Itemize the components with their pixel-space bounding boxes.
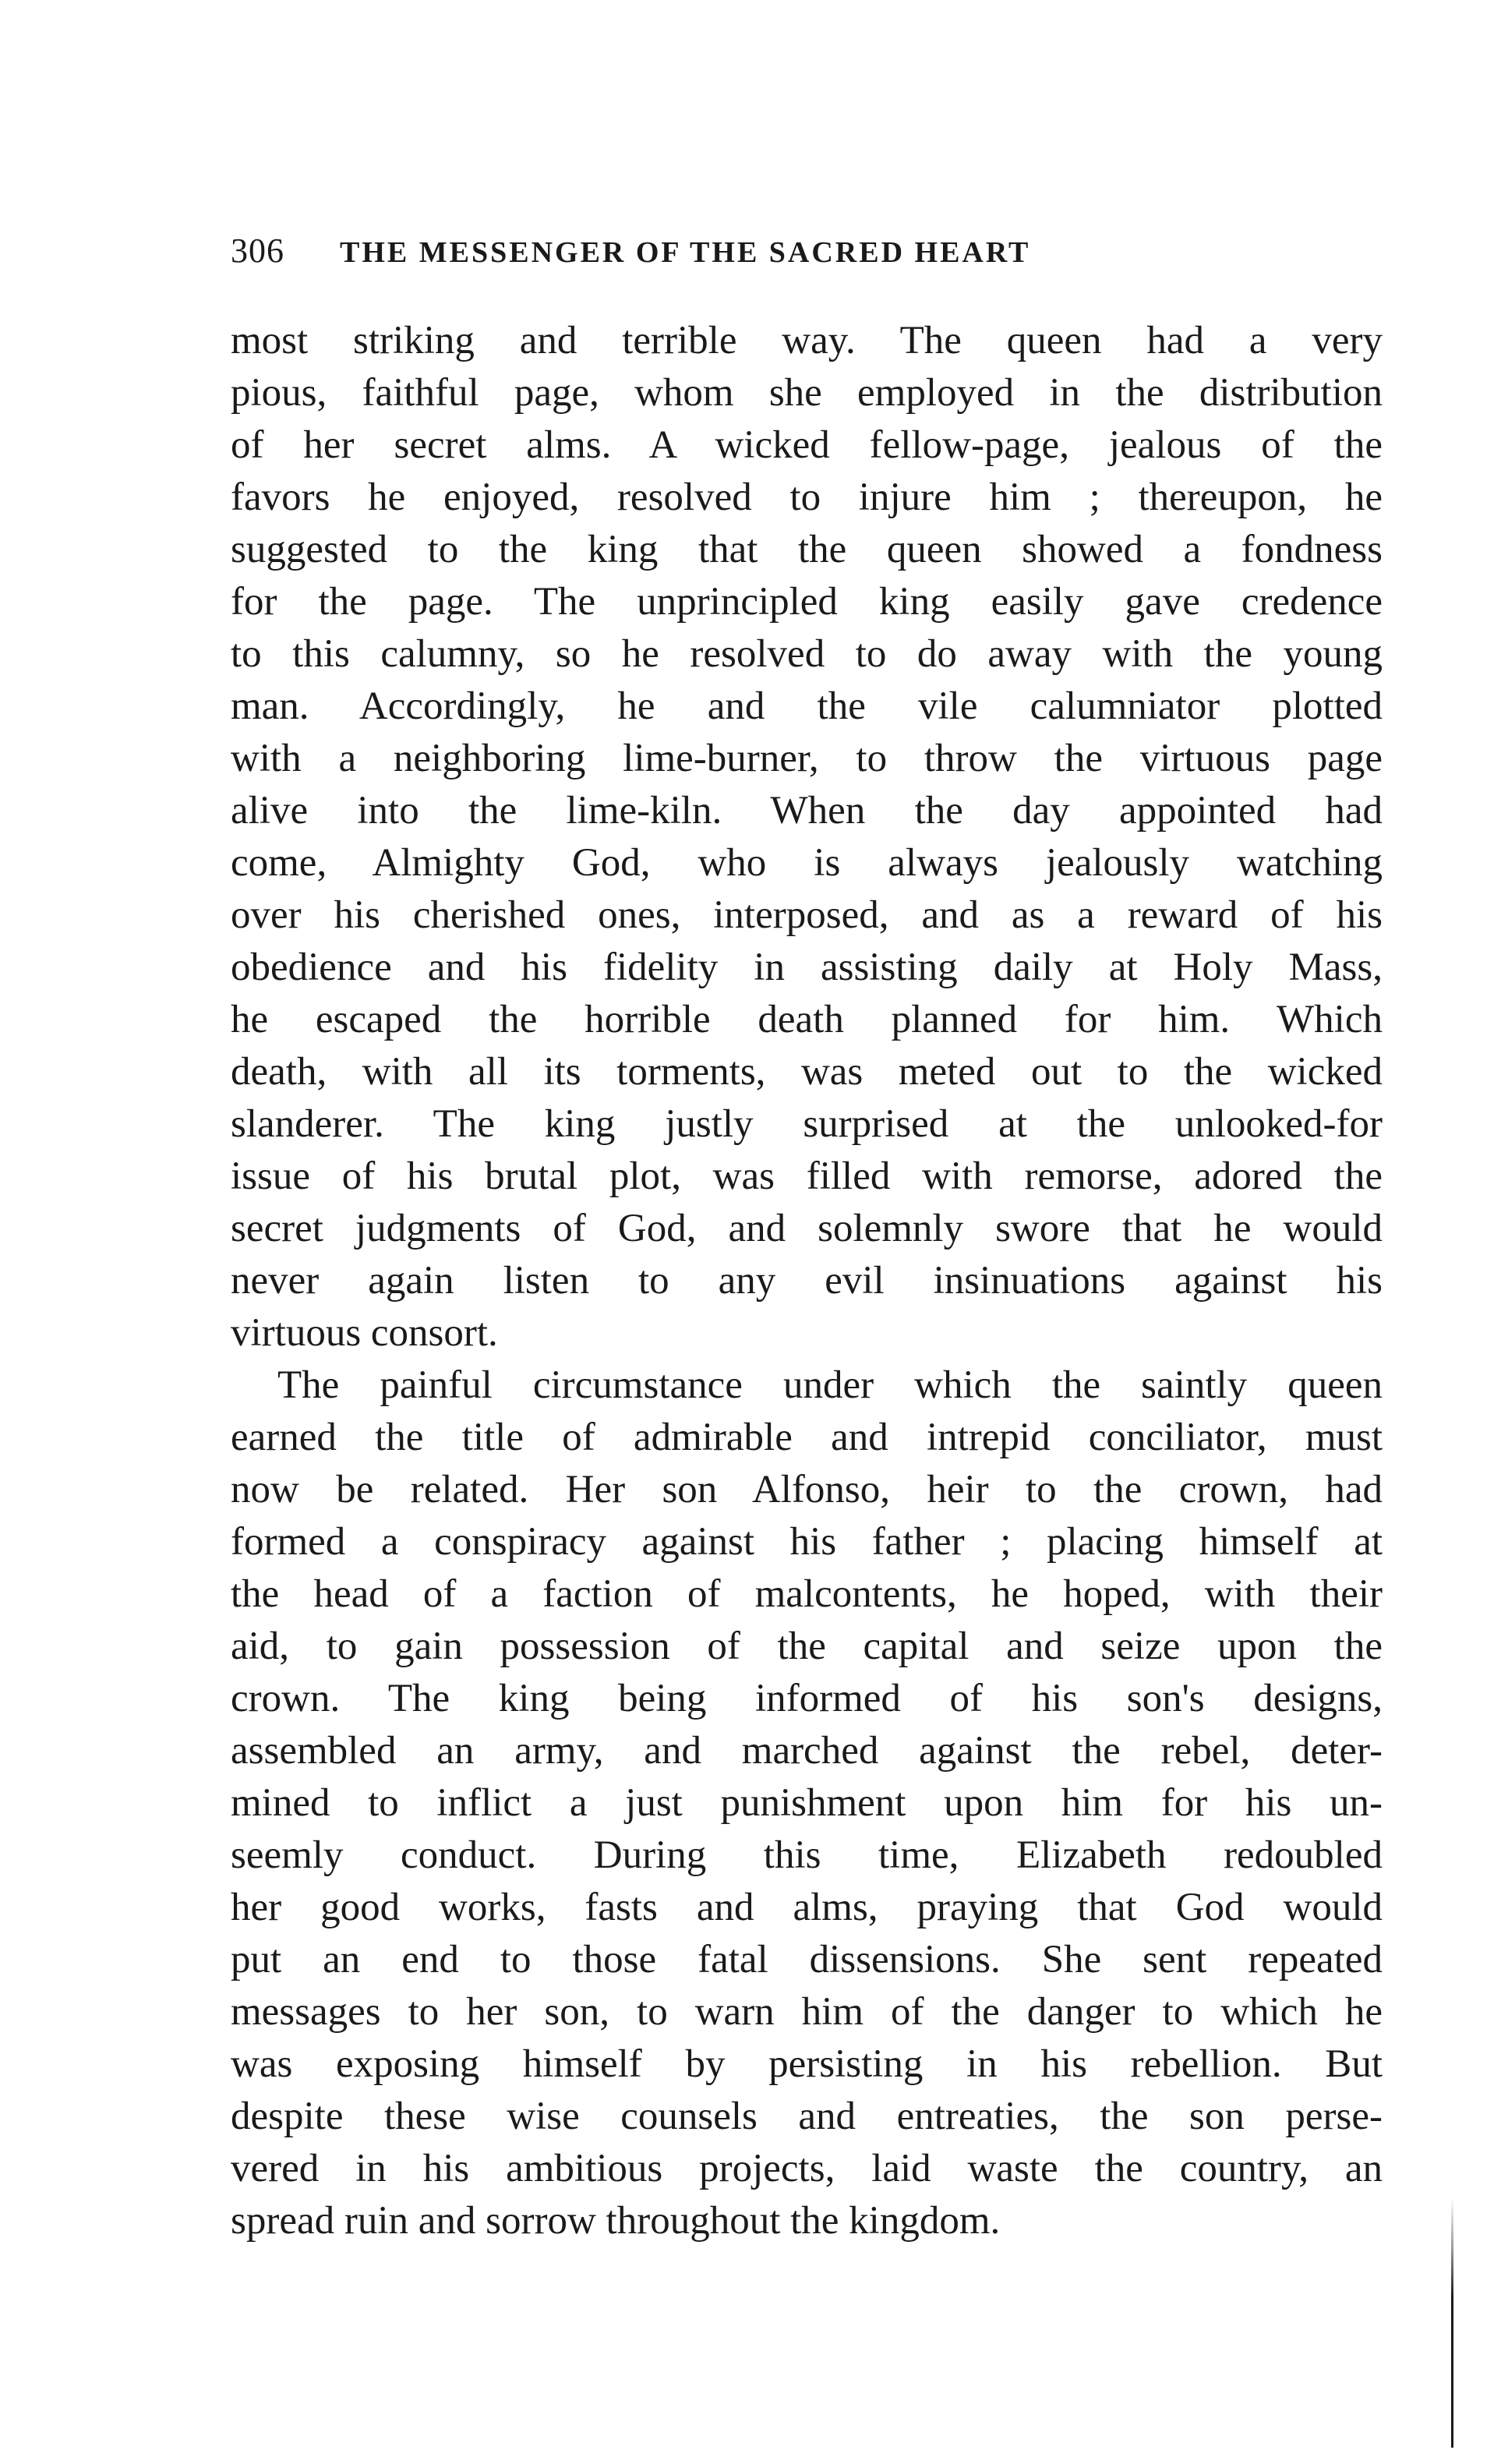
text-line: despite these wise counsels and entreaties, the son perse- [231,2095,1383,2138]
text-line: seemly conduct. During this time, Elizabeth redoubled [231,1833,1383,1877]
text-line: aid, to gain possession of the capital and seize upon the [231,1624,1383,1668]
text-line: now be related. Her son Alfonso, heir to the crown, had [231,1468,1383,1511]
text-line: her good works, fasts and alms, praying that God would [231,1886,1383,1929]
text-line: for the page. The unprincipled king easily gave credence [231,580,1383,624]
text-line: put an end to those fatal dissensions. She sent repeated [231,1938,1383,1981]
text-line: man. Accordingly, he and the vile calumniator plotted [231,684,1383,728]
text-line: death, with all its torments, was meted out to the wicked [231,1050,1383,1094]
text-line: earned the title of admirable and intrepid conciliator, must [231,1416,1383,1459]
text-line: assembled an army, and marched against the rebel, deter- [231,1729,1383,1773]
text-line: with a neighboring lime-burner, to throw the virtuous page [231,737,1383,780]
text-line: suggested to the king that the queen showed a fondness [231,528,1383,571]
text-line: never again listen to any evil insinuations against his [231,1259,1383,1303]
text-line: he escaped the horrible death planned for him. Which [231,998,1383,1041]
text-line: obedience and his fidelity in assisting daily at Holy Mass, [231,946,1383,989]
running-title: THE MESSENGER OF THE SACRED HEART [340,236,1031,269]
text-line: vered in his ambitious projects, laid waste the country, an [231,2147,1383,2190]
text-line: virtuous consort. [231,1311,498,1355]
text-line: secret judgments of God, and solemnly swore that he would [231,1207,1383,1250]
text-line: most striking and terrible way. The queen had a very [231,319,1383,362]
text-line: favors he enjoyed, resolved to injure him ; thereupon, he [231,475,1383,519]
text-line: come, Almighty God, who is always jealously watching [231,841,1383,885]
text-line: crown. The king being informed of his son's designs, [231,1677,1383,1720]
text-line: the head of a faction of malcontents, he hoped, with their [231,1572,1383,1616]
body-text [231,315,1383,2247]
text-line: of her secret alms. A wicked fellow-page, jealous of the [231,423,1383,467]
text-line: The painful circumstance under which the saintly queen [277,1363,1383,1407]
text-line: issue of his brutal plot, was filled with remorse, adored the [231,1154,1383,1198]
text-line: spread ruin and sorrow throughout the kingdom. [231,2199,1001,2243]
page-number: 306 [231,232,284,270]
text-line: was exposing himself by persisting in his rebellion. But [231,2042,1383,2086]
text-line: alive into the lime-kiln. When the day appointed had [231,789,1383,833]
text-line: over his cherished ones, interposed, and as a reward of his [231,893,1383,937]
text-line: formed a conspiracy against his father ; placing himself at [231,1520,1383,1564]
text-line: mined to inflict a just punishment upon him for his un- [231,1781,1383,1825]
text-line: pious, faithful page, whom she employed in the distribution [231,371,1383,415]
scan-edge-mark [1451,2198,1453,2448]
text-line: slanderer. The king justly surprised at the unlooked-for [231,1102,1383,1146]
text-line: to this calumny, so he resolved to do away with the young [231,632,1383,676]
text-line: messages to her son, to warn him of the danger to which he [231,1990,1383,2034]
running-head [231,228,1322,274]
